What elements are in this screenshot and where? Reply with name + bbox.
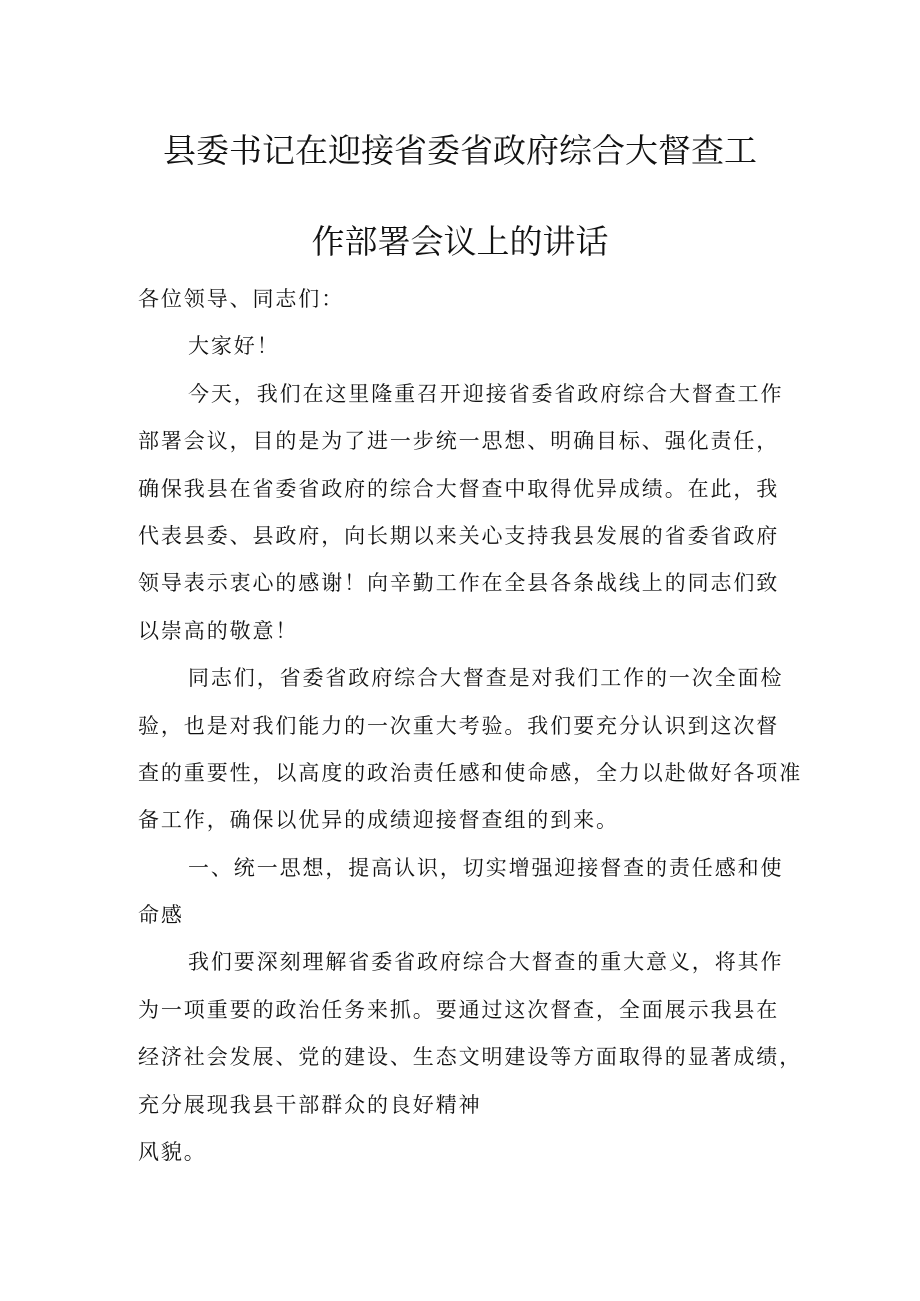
body-line: 确保我县在省委省政府的综合大督查中取得优异成绩。在此，我	[138, 476, 780, 501]
section-heading-line: 命感	[138, 903, 184, 928]
body-line: 代表县委、县政府，向长期以来关心支持我县发展的省委省政府	[138, 523, 780, 548]
body-line: 同志们，省委省政府综合大督查是对我们工作的一次全面检	[188, 666, 784, 691]
body-line: 大家好！	[188, 334, 280, 359]
body-line: 部署会议，目的是为了进一步统一思想、明确目标、强化责任，	[138, 429, 780, 454]
body-line: 经济社会发展、党的建设、生态文明建设等方面取得的显著成绩，	[138, 1045, 803, 1070]
body-line: 为一项重要的政治任务来抓。要通过这次督查，全面展示我县在	[138, 997, 780, 1022]
body-line: 领导表示衷心的感谢！向辛勤工作在全县各条战线上的同志们致	[138, 571, 780, 596]
body-line: 验，也是对我们能力的一次重大考验。我们要充分认识到这次督	[138, 713, 780, 738]
body-line: 我们要深刻理解省委省政府综合大督查的重大意义，将其作	[188, 950, 784, 975]
body-line: 充分展现我县干部群众的良好精神	[138, 1092, 482, 1117]
document-title	[0, 131, 920, 262]
body-line: 查的重要性，以高度的政治责任感和使命感，全力以赴做好各项准	[138, 760, 803, 785]
body-line: 以崇高的敬意！	[138, 618, 299, 643]
body-line: 风貌。	[138, 1140, 207, 1165]
body-line: 备工作，确保以优异的成绩迎接督查组的到来。	[138, 808, 619, 833]
document-body	[138, 276, 803, 1176]
title-line-2: 作部署会议上的讲话	[311, 222, 609, 261]
body-line: 今天，我们在这里隆重召开迎接省委省政府综合大督查工作	[188, 381, 784, 406]
body-line: 各位领导、同志们：	[138, 287, 345, 311]
section-heading-line: 一、统一思想，提高认识，切实增强迎接督查的责任感和使	[188, 855, 784, 880]
title-line-1: 县委书记在迎接省委省政府综合大督查工	[163, 131, 757, 170]
